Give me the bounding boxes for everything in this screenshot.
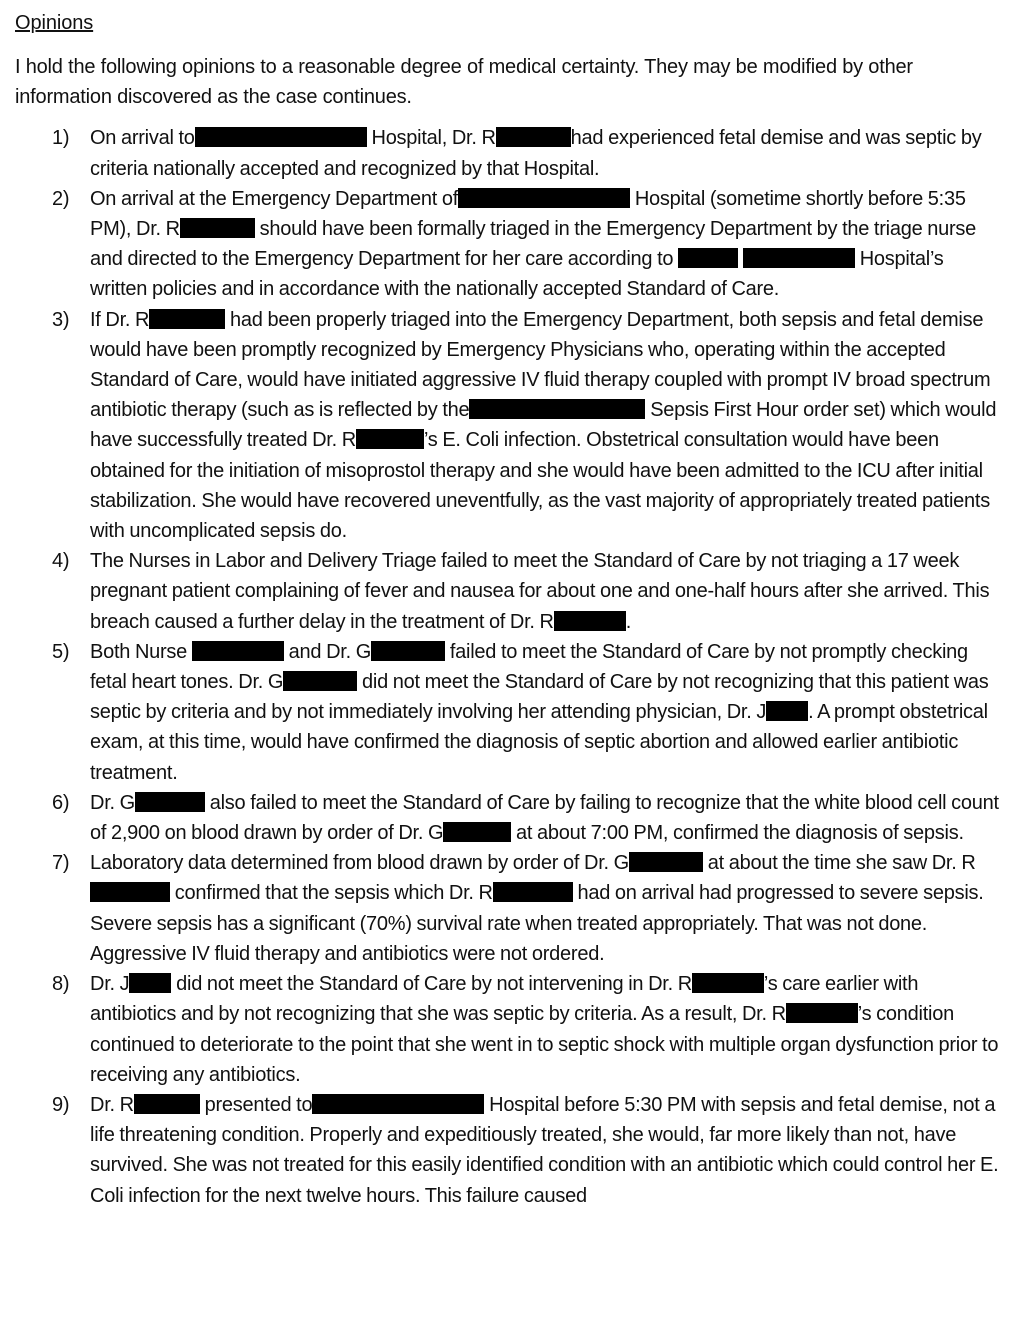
item-text: Hospital (sometime shortly before 5:35 PM), Dr. R [90, 187, 966, 241]
item-text: presented to [199, 1093, 313, 1116]
item-text: and Dr. G [283, 640, 372, 663]
item-text: Dr. J [90, 973, 130, 996]
item-text: Laboratory data determined from blood drawn by order of Dr. G [90, 852, 629, 875]
redaction-bar [180, 218, 255, 238]
item-text: Hospital, Dr. R [366, 127, 496, 150]
opinion-item [15, 546, 999, 637]
item-text: at about 7:00 PM, confirmed the diagnosis of sepsis. [511, 822, 964, 845]
opinion-item [15, 184, 999, 305]
opinions-list [15, 123, 999, 1210]
redaction-bar [766, 701, 808, 721]
opinion-item [15, 305, 999, 547]
item-text: Both Nurse [90, 640, 192, 663]
redaction-bar [493, 882, 573, 902]
redaction-bar [90, 882, 170, 902]
item-text: Hospital’s written policies and in accordance with the nationally accepted Standard of Care. [90, 248, 944, 301]
item-text: ’s care earlier with antibiotics and by not recognizing that she was septic by criteria. As a result, Dr. R [90, 973, 919, 1026]
item-number: 9) [52, 1093, 70, 1116]
intro-paragraph: I hold the following opinions to a reasonable degree of medical certainty. They may be modified by other information discovered as the case continues. [15, 56, 913, 109]
opinion-item [15, 848, 999, 969]
item-text: Dr. R [90, 1093, 134, 1116]
redaction-bar [743, 248, 855, 268]
document-page [15, 8, 999, 1211]
item-number: 1) [52, 127, 70, 150]
opinion-item [15, 123, 999, 183]
redaction-bar [195, 127, 367, 147]
redaction-bar [443, 822, 511, 842]
item-number: 5) [52, 640, 70, 663]
redaction-bar [129, 973, 171, 993]
item-text: ’s E. Coli infection. Obstetrical consultation would have been obtained for the initiation of misoprostol therapy and she would have been admitted to the ICU after initial stabilization. She would have recovered uneventfully, as the vast majority of appropriately treated patients with uncomplicated sepsis do. [90, 429, 990, 543]
item-number: 6) [52, 791, 70, 814]
item-text: . [625, 610, 632, 633]
item-text: confirmed that the sepsis which Dr. R [170, 882, 493, 905]
opinion-item [15, 637, 999, 788]
redaction-bar [469, 399, 645, 419]
item-text: should have been formally triaged in the Emergency Department by the triage nurse and directed to the Emergency Department for her care according to [90, 218, 977, 271]
item-text: did not meet the Standard of Care by not recognizing that this patient was septic by criteria and by not immediately involving her attending physician, Dr. J [90, 671, 989, 724]
redaction-bar [629, 852, 703, 872]
item-text: did not meet the Standard of Care by not intervening in Dr. R [171, 973, 692, 996]
item-text: Sepsis First Hour order set) which would have successfully treated Dr. R [90, 399, 997, 452]
item-text: had been properly triaged into the Emergency Department, both sepsis and fetal demise would have been promptly recognized by Emergency Physicians who, operating within the accepted Standard of Care, would have initiated aggressive IV fluid therapy coupled with prompt IV broad spectrum antibiotic therapy (such as is reflected by the [90, 308, 991, 422]
item-text: If Dr. R [90, 308, 150, 331]
opinion-item [15, 1090, 999, 1211]
opinion-item [15, 969, 999, 1090]
redaction-bar [786, 1003, 858, 1023]
redaction-bar [458, 188, 630, 208]
item-text: On arrival at the Emergency Department of [90, 187, 459, 210]
item-number: 7) [52, 852, 70, 875]
redaction-bar [496, 127, 571, 147]
item-number: 3) [52, 308, 70, 331]
item-text: The Nurses in Labor and Delivery Triage failed to meet the Standard of Care by not triaging a 17 week pregnant patient complaining of fever and nausea for about one and one-half hours after she arrived. This breach caused a further delay in the treatment of Dr. R [90, 550, 990, 633]
redaction-bar [134, 1094, 200, 1114]
item-text: Hospital before 5:30 PM with sepsis and fetal demise, not a life threatening condition. Properly and expeditiously treated, she would, far more likely than not, have survived. She was not treated for this easily identified condition with an antibiotic which could control her E. Coli infection for the next twelve hours. This failure caused [90, 1093, 999, 1207]
item-text: ’s condition continued to deteriorate to the point that she went in to septic shock with multiple organ dysfunction prior to receiving any antibiotics. [90, 1003, 999, 1086]
redaction-bar [554, 611, 626, 631]
section-heading: Opinions [15, 12, 94, 34]
redaction-bar [149, 309, 225, 329]
item-text: had on arrival had progressed to severe sepsis. Severe sepsis has a significant (70%) survival rate when treated appropriately. That was not done. Aggressive IV fluid therapy and antibiotics were not ordered. [90, 882, 984, 965]
item-text: at about the time she saw Dr. R [702, 852, 976, 875]
item-text: also failed to meet the Standard of Care by failing to recognize that the white blood cell count of 2,900 on blood drawn by order of Dr. G [90, 791, 999, 845]
redaction-bar [283, 671, 357, 691]
redaction-bar [312, 1094, 484, 1114]
redaction-bar [678, 248, 738, 268]
opinion-item [15, 788, 999, 848]
item-text: had experienced fetal demise and was septic by criteria nationally accepted and recognized by that Hospital. [90, 127, 982, 180]
item-number: 4) [52, 550, 70, 573]
redaction-bar [356, 429, 424, 449]
redaction-bar [692, 973, 764, 993]
item-text: Dr. G [90, 791, 135, 814]
redaction-bar [135, 792, 205, 812]
item-number: 2) [52, 187, 70, 210]
item-number: 8) [52, 973, 70, 996]
redaction-bar [371, 641, 445, 661]
item-text: failed to meet the Standard of Care by not promptly checking fetal heart tones. Dr. G [90, 640, 968, 694]
item-text: . A prompt obstetrical exam, at this time, would have confirmed the diagnosis of septic abortion and allowed earlier antibiotic treatment. [90, 701, 988, 784]
item-text: On arrival to [90, 127, 195, 150]
redaction-bar [192, 641, 284, 661]
